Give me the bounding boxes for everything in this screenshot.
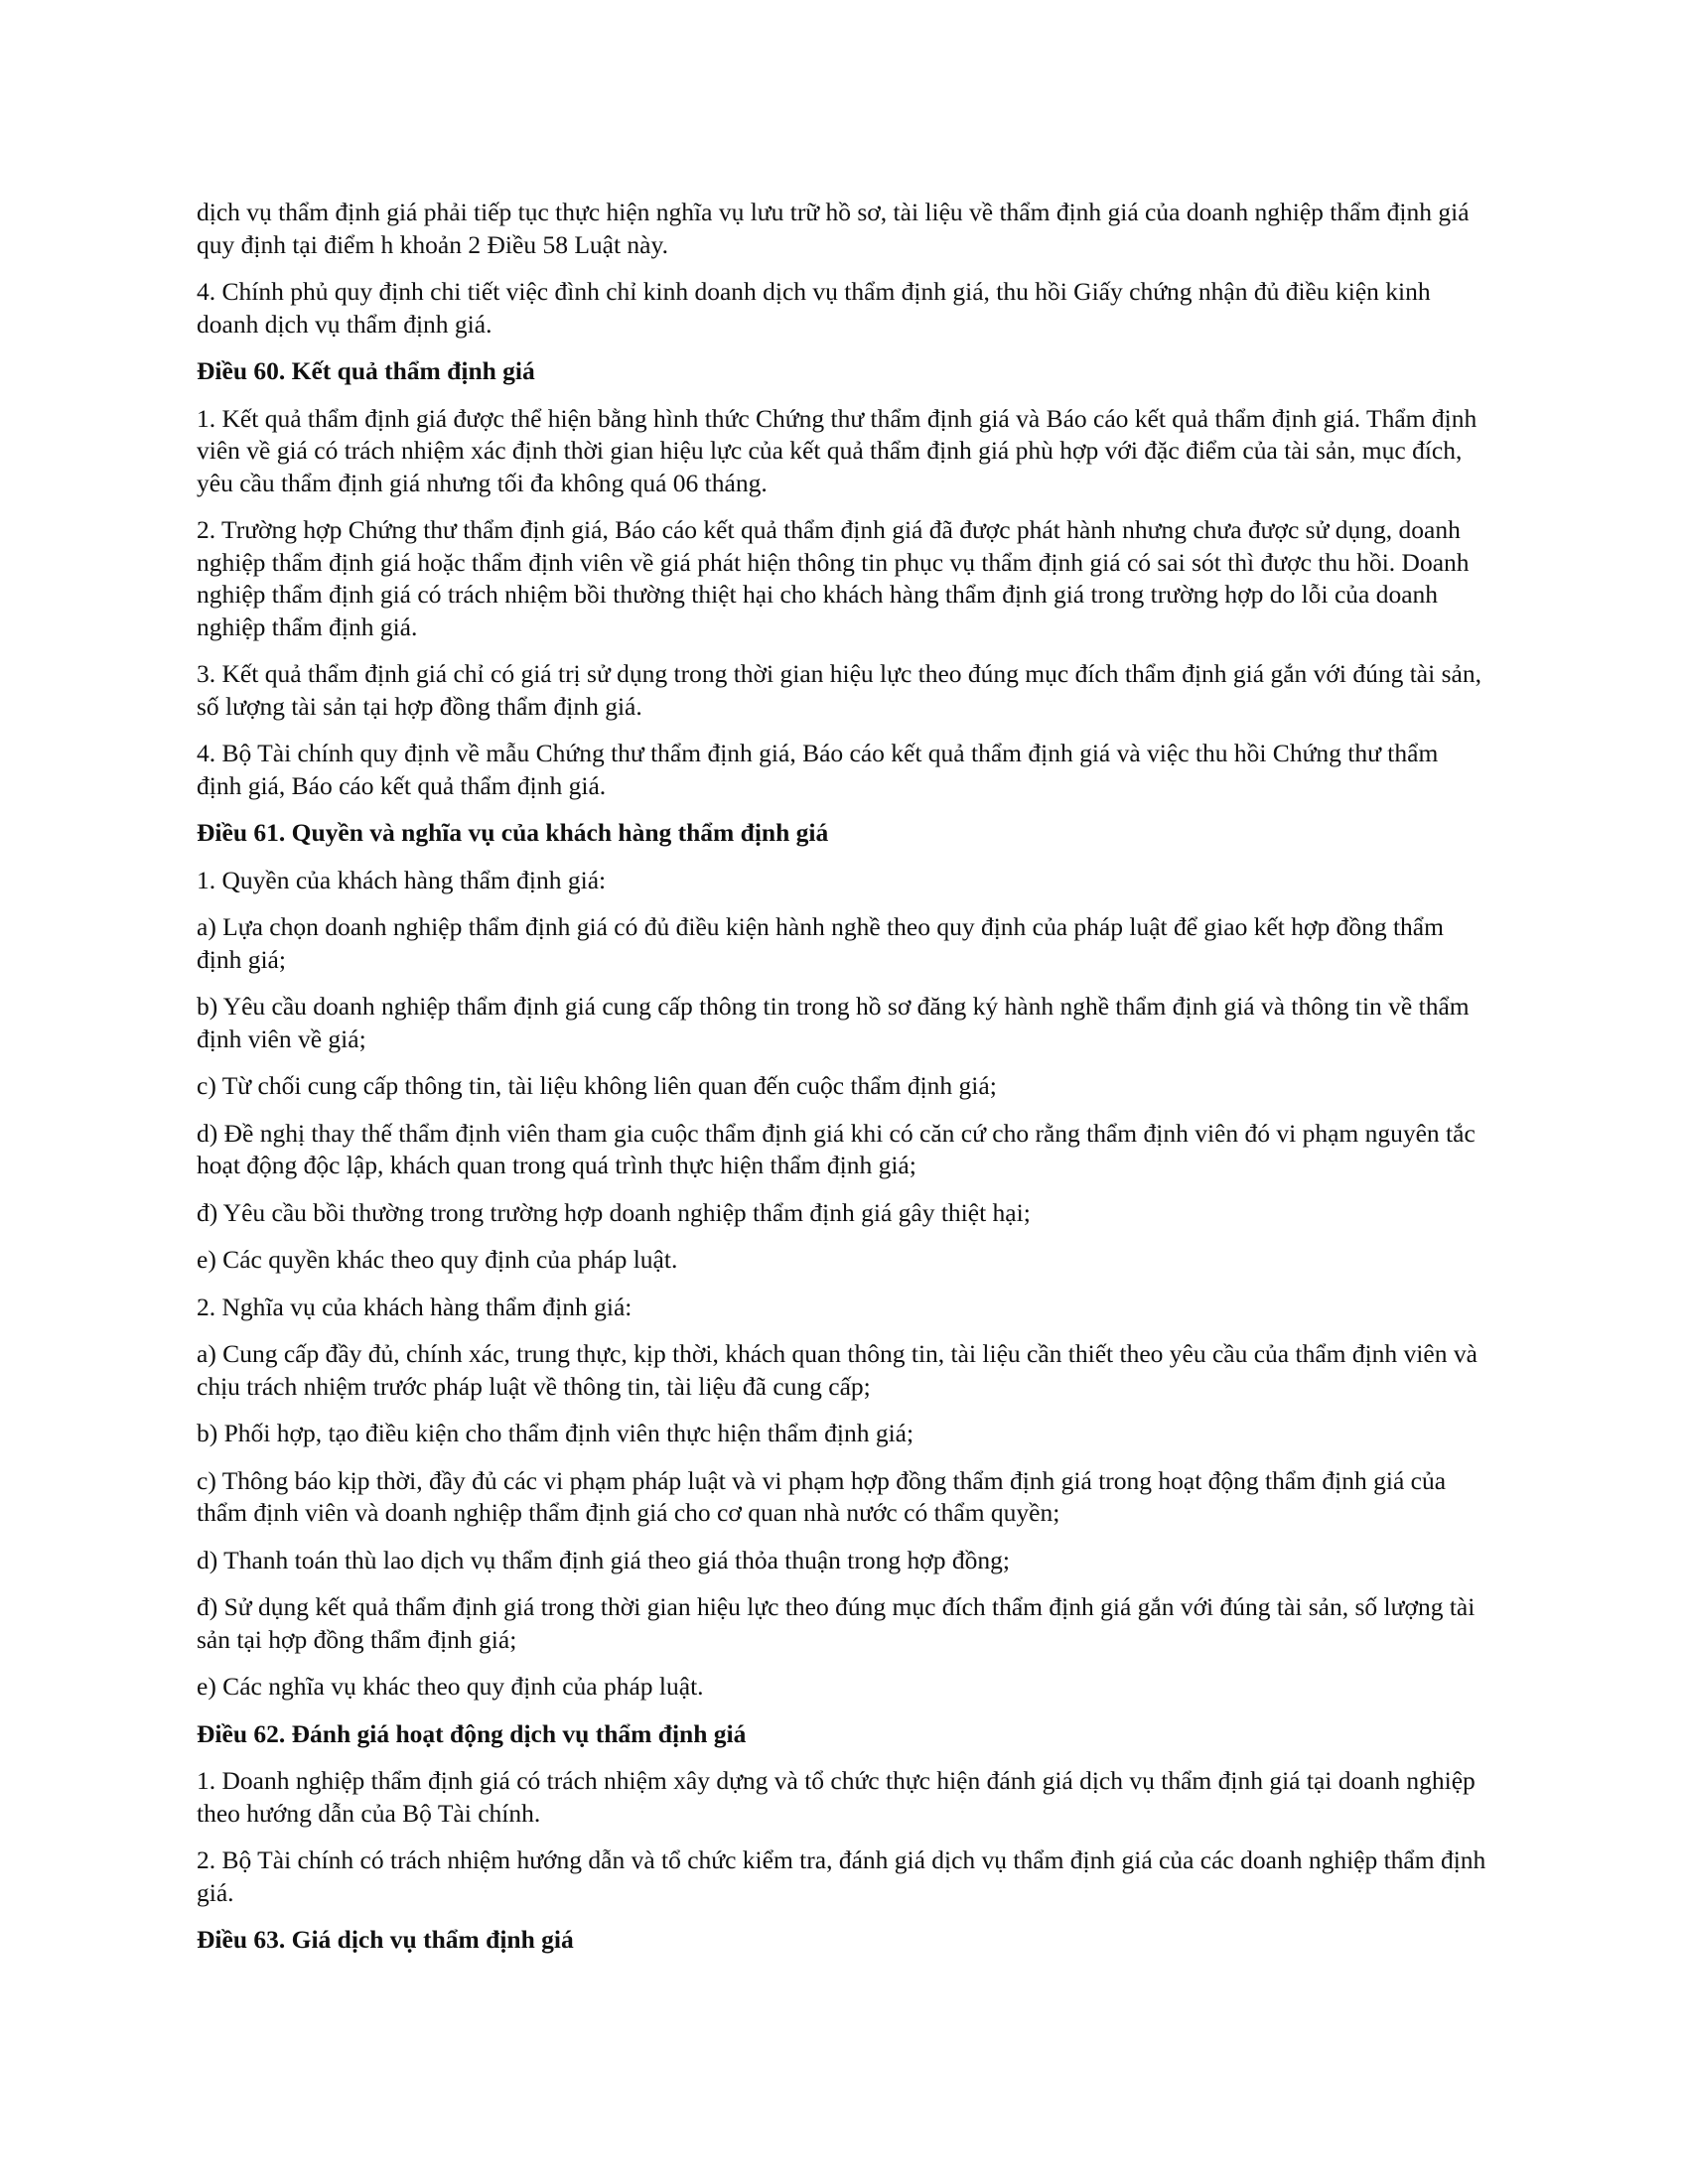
paragraph-point: đ) Sử dụng kết quả thẩm định giá trong thời gian hiệu lực theo đúng mục đích thẩm định giá gắn với đúng tài sản, số lượng tài sản tại hợp đồng thẩm định giá; [197, 1592, 1476, 1654]
paragraph-clause: 2. Bộ Tài chính có trách nhiệm hướng dẫn và tổ chức kiểm tra, đánh giá dịch vụ thẩm định giá của các doanh nghiệp thẩm định giá. [197, 1845, 1486, 1907]
paragraph-clause: 2. Nghĩa vụ của khách hàng thẩm định giá: [197, 1292, 633, 1321]
article-heading: Điều 60. Kết quả thẩm định giá [197, 356, 535, 385]
paragraph-point: c) Thông báo kịp thời, đầy đủ các vi phạm pháp luật và vi phạm hợp đồng thẩm định giá trong hoạt động thẩm định giá của thẩm định viên và doanh nghiệp thẩm định giá cho cơ quan nhà nước có thẩm quyền; [197, 1465, 1447, 1527]
article-heading: Điều 63. Giá dịch vụ thẩm định giá [197, 1925, 574, 1954]
paragraph-point: a) Cung cấp đầy đủ, chính xác, trung thực, kịp thời, khách quan thông tin, tài liệu cần thiết theo yêu cầu của thẩm định viên và chịu trách nhiệm trước pháp luật về thông tin, tài liệu đã cung cấp; [197, 1339, 1477, 1401]
paragraph-point: đ) Yêu cầu bồi thường trong trường hợp doanh nghiệp thẩm định giá gây thiệt hại; [197, 1197, 1031, 1227]
paragraph-clause: 4. Chính phủ quy định chi tiết việc đình chỉ kinh doanh dịch vụ thẩm định giá, thu hồi Giấy chứng nhận đủ điều kiện kinh doanh dịch vụ thẩm định giá. [197, 277, 1431, 339]
paragraph-continuation: dịch vụ thẩm định giá phải tiếp tục thực hiện nghĩa vụ lưu trữ hồ sơ, tài liệu về thẩm định giá của doanh nghiệp thẩm định giá quy định tại điểm h khoản 2 Điều 58 Luật này. [197, 198, 1470, 259]
paragraph-point: b) Yêu cầu doanh nghiệp thẩm định giá cung cấp thông tin trong hồ sơ đăng ký hành nghề thẩm định giá và thông tin về thẩm định viên về giá; [197, 992, 1470, 1053]
document-page [197, 197, 1487, 1972]
paragraph-clause: 1. Kết quả thẩm định giá được thể hiện bằng hình thức Chứng thư thẩm định giá và Báo cáo kết quả thẩm định giá. Thẩm định viên về giá có trách nhiệm xác định thời gian hiệu lực của kết quả thẩm định giá phù hợp với đặc điểm của tài sản, mục đích, yêu cầu thẩm định giá nhưng tối đa không quá 06 tháng. [197, 403, 1477, 497]
paragraph-point: e) Các nghĩa vụ khác theo quy định của pháp luật. [197, 1672, 704, 1701]
paragraph-clause: 1. Doanh nghiệp thẩm định giá có trách nhiệm xây dựng và tổ chức thực hiện đánh giá dịch vụ thẩm định giá tại doanh nghiệp theo hướng dẫn của Bộ Tài chính. [197, 1766, 1476, 1828]
paragraph-point: d) Thanh toán thù lao dịch vụ thẩm định giá theo giá thỏa thuận trong hợp đồng; [197, 1545, 1010, 1574]
paragraph-point: b) Phối hợp, tạo điều kiện cho thẩm định viên thực hiện thẩm định giá; [197, 1419, 914, 1447]
paragraph-clause: 4. Bộ Tài chính quy định về mẫu Chứng thư thẩm định giá, Báo cáo kết quả thẩm định giá và việc thu hồi Chứng thư thẩm định giá, Báo cáo kết quả thẩm định giá. [197, 739, 1439, 800]
article-heading: Điều 61. Quyền và nghĩa vụ của khách hàng thẩm định giá [197, 818, 829, 847]
paragraph-clause: 2. Trường hợp Chứng thư thẩm định giá, Báo cáo kết quả thẩm định giá đã được phát hành nhưng chưa được sử dụng, doanh nghiệp thẩm định giá hoặc thẩm định viên về giá phát hiện thông tin phục vụ thẩm định giá có sai sót thì được thu hồi. Doanh nghiệp thẩm định giá có trách nhiệm bồi thường thiệt hại cho khách hàng thẩm định giá trong trường hợp do lỗi của doanh nghiệp thẩm định giá. [197, 515, 1470, 641]
paragraph-point: c) Từ chối cung cấp thông tin, tài liệu không liên quan đến cuộc thẩm định giá; [197, 1071, 997, 1100]
article-heading: Điều 62. Đánh giá hoạt động dịch vụ thẩm định giá [197, 1718, 747, 1748]
paragraph-point: e) Các quyền khác theo quy định của pháp luật. [197, 1245, 678, 1274]
paragraph-clause: 3. Kết quả thẩm định giá chỉ có giá trị sử dụng trong thời gian hiệu lực theo đúng mục đích thẩm định giá gắn với đúng tài sản, số lượng tài sản tại hợp đồng thẩm định giá. [197, 659, 1481, 721]
paragraph-point: a) Lựa chọn doanh nghiệp thẩm định giá có đủ điều kiện hành nghề theo quy định của pháp luật để giao kết hợp đồng thẩm định giá; [197, 912, 1444, 974]
paragraph-clause: 1. Quyền của khách hàng thẩm định giá: [197, 865, 607, 894]
paragraph-point: d) Đề nghị thay thế thẩm định viên tham gia cuộc thẩm định giá khi có căn cứ cho rằng thẩm định viên đó vi phạm nguyên tắc hoạt động độc lập, khách quan trong quá trình thực hiện thẩm định giá; [197, 1118, 1476, 1179]
